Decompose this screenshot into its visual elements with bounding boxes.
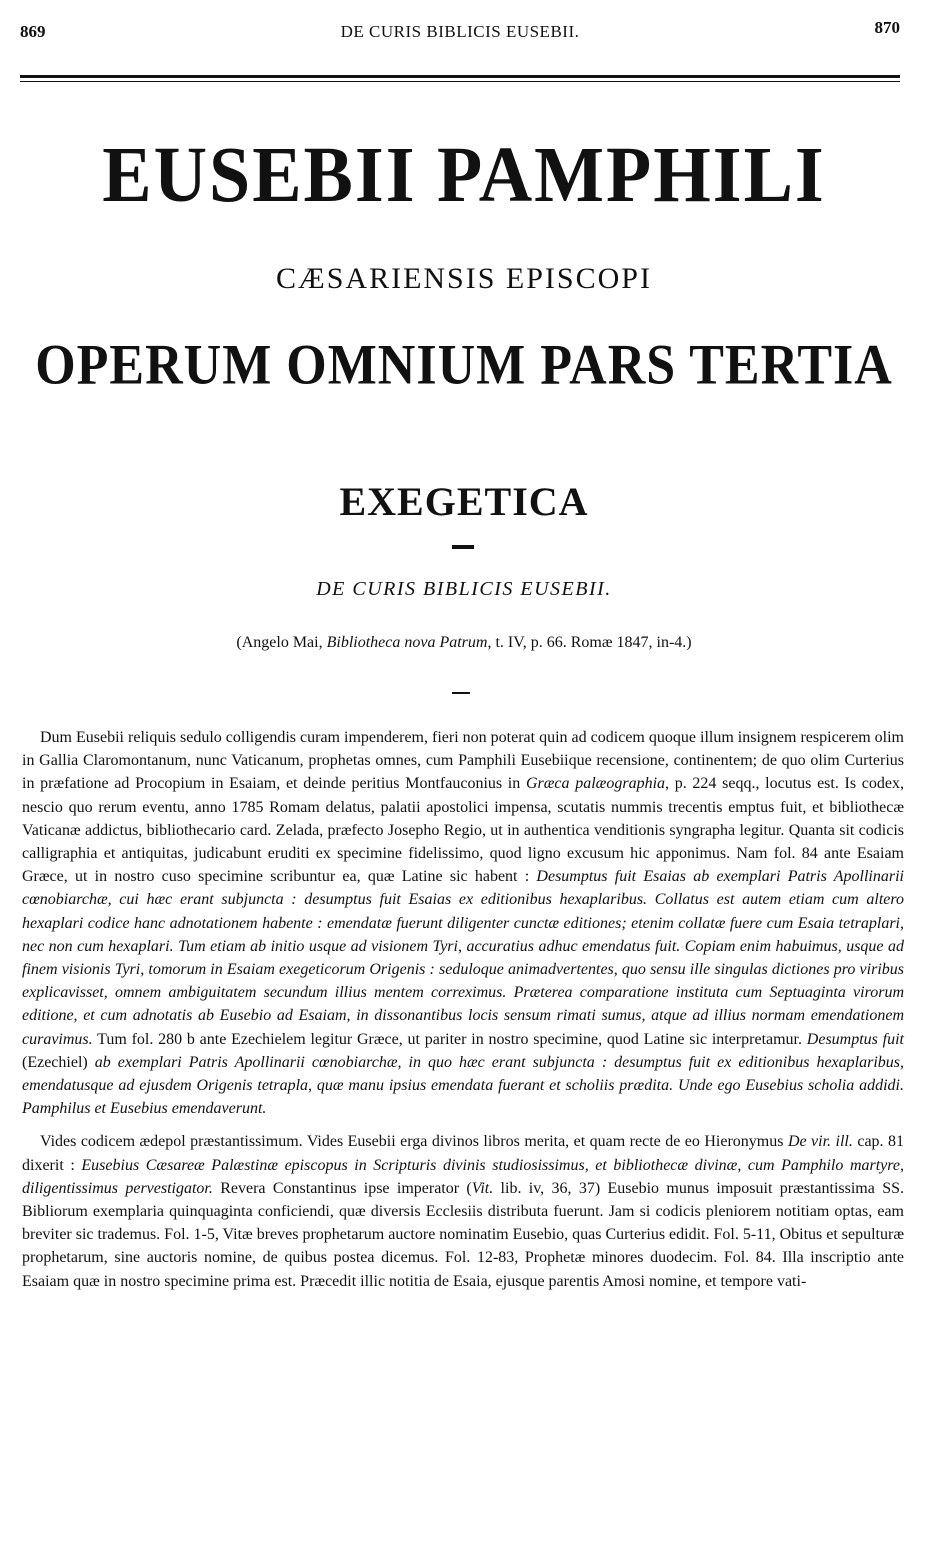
title-exegetica: EXEGETICA — [339, 479, 589, 524]
left-column-number: 869 — [20, 22, 46, 41]
header-rule-thin — [20, 81, 900, 82]
source-citation — [0, 634, 928, 652]
text-run: Vides codicem ædepol præstantissimum. Vides Eusebii erga divinos libros merita, et quam recte de eo Hieronymus — [40, 1133, 788, 1151]
text-run: Revera Constantinus ipse imperator ( — [212, 1179, 472, 1197]
running-title: DE CURIS BIBLICIS EUSEBII. — [340, 22, 580, 41]
italic-run: Græca palæographia — [525, 775, 666, 793]
running-head — [20, 18, 900, 48]
italic-run: ab exemplari Patris Apollinarii cœnobiarchæ, in quo hæc erant subjuncta : desumptus fuit ex editionibus hexaplaribus, emendatusque ad ejusdem Origenis tetrapla, quæ manu ipsius emendata fuerant et scholiis prædita. Unde ego Eusebius scholia addidi. Pamphilus et Eusebius emendaverunt. — [22, 1053, 904, 1118]
source-italic: Bibliotheca nova Patrum — [326, 634, 488, 651]
text-run: (Ezechiel) — [22, 1053, 95, 1071]
title-sub: CÆSARIENSIS EPISCOPI — [276, 262, 652, 295]
italic-run: Vit. — [471, 1179, 494, 1197]
title-pars: OPERUM OMNIUM PARS TERTIA — [35, 334, 893, 397]
italic-run: Desumptus fuit — [806, 1030, 904, 1048]
body-paragraph — [22, 1130, 904, 1292]
text-run: Dum Eusebii reliquis sedulo colligendis curam impenderem, fieri non poterat quin ad codicem quoque illum insignem respicerem olim in Gallia Claromontanum, nunc Vaticanum, prophetas omnes, cum Pamphili Eusebiique recensione, continentem; de quo olim Curterius in præfatione ad Procopium in Esaiam, et deinde peritius Montfauconius in — [22, 729, 904, 793]
source-open: (Angelo Mai, — [236, 634, 327, 651]
section-title: DE CURIS BIBLICIS EUSEBII. — [316, 578, 612, 600]
text-run: cap. 81 dixerit : — [22, 1133, 905, 1174]
header-rule-thick — [20, 75, 900, 78]
title-main: EUSEBII PAMPHILI — [102, 130, 826, 220]
italic-run: De vir. ill. — [787, 1133, 853, 1151]
text-run: , p. 224 seqq., locutus est. Is codex, nescio quo rerum eventu, anno 1785 Romam delatus, palatii apostolici impensa, scutatis nummis trecentis emptus fuit, et bibliothecæ Vaticanæ addictus, bibliothecario card. Zelada, præfecto Josepho Regio, ut in authentica venditionis syngrapha legitur. Quanta sit codicis calligraphia et antiquitas, judicabunt eruditi ex specimine fidelissimo, quod ligno excusum hic apponimus. Nam fol. 84 ante Esaiam Græce, ut in nostro cuso specimine scribuntur ea, quæ Latine sic habent : — [22, 775, 905, 886]
text-run: lib. iv, 36, 37) Eusebio munus imposuit præstantissima SS. Bibliorum exemplaria quinquaginta conficiendi, quæ diversis Ecclesiis distributa fuerunt. Jam si codicis pleniorem notitiam optas, eam breviter sic trademus. Fol. 1-5, Vitæ breves prophetarum auctore nominatim Eusebio, quas Curterius edidit. Fol. 5-11, Obitus et sepulturæ prophetarum, sine auctoris nomine, de quibus postea dicemus. Fol. 12-83, Prophetæ minores duodecim. Fol. 84. Illa inscriptio ante Esaiam quæ in nostro specimine prima est. Præcedit illic notitia de Esaia, ejusque parentis Amosi nomine, et tempore vati- — [22, 1179, 904, 1290]
italic-run: Desumptus fuit Esaias ab exemplari Patris Apollinarii cœnobiarchæ, cui hæc erant subjuncta : desumptus fuit Esaias ex editionibus hexaplaribus. Collatus est autem etiam cum altero hexaplari codice hanc adnotationem habente : emendatæ fuerunt diligenter cunctæ editiones; etenim collatæ fuere cum Esaia tetraplari, nec non cum hexaplari. Tum etiam ab initio usque ad visionem Tyri, accuratius adhuc emendatus fuit. Copiam enim habuimus, usque ad finem visionis Tyri, tomorum in Esaiam exegeticorum Origenis : seduloque animadvertentes, quo sensu ille singulas dictiones pro viribus explicavisset, omnem ambiguitatem secundum illius mentem correximus. Præterea comparatione instituta cum Septuaginta virorum editione, et cum adnotatis ab Eusebio ad Esaiam, in dissonantibus locis sensum rimati sumus, atque ad illius normam emendationem curavimus. — [22, 868, 904, 1048]
source-close: , t. IV, p. 66. Romæ 1847, in-4.) — [487, 634, 692, 651]
right-column-number: 870 — [874, 18, 900, 37]
title-divider — [452, 545, 474, 549]
body-paragraph — [22, 726, 904, 1120]
italic-run: Eusebius Cæsareæ Palæstinæ episcopus in Scripturis divinis studiosissimus, et bibliothecæ divinæ, cum Pamphilo martyre, diligentissimus pervestigator. — [22, 1156, 905, 1197]
text-run: Tum fol. 280 b ante Ezechielem legitur Græce, ut pariter in nostro specimine, quod Latine sic interpretamur. — [92, 1030, 807, 1048]
body-text — [22, 726, 904, 1303]
section-divider — [452, 692, 470, 694]
